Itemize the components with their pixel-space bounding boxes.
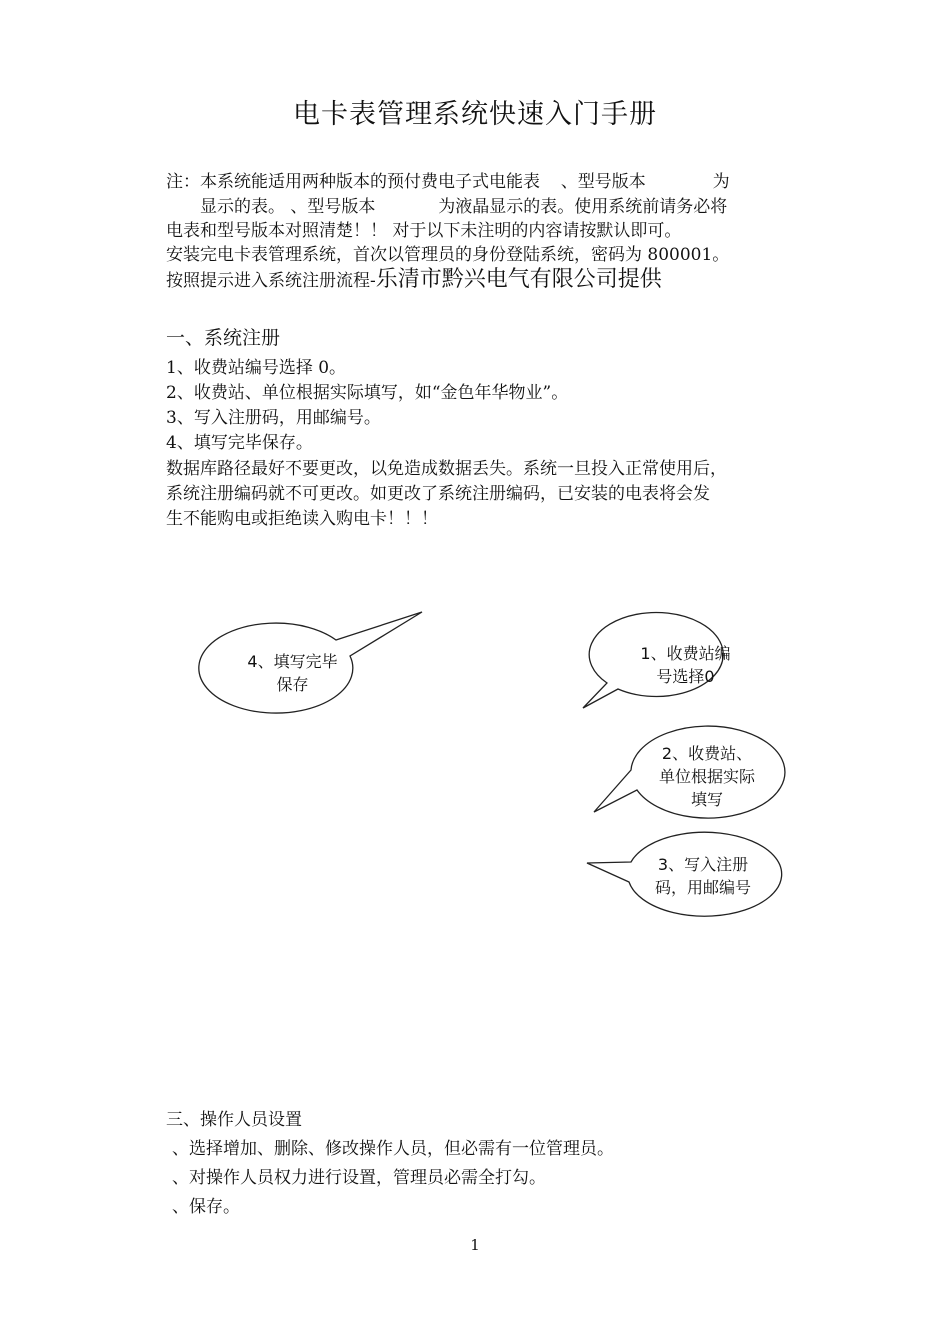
warning-line-2: 系统注册编码就不可更改。如更改了系统注册编码，已安装的电表将会发	[166, 484, 710, 504]
callout-4-line-1: 4、填写完毕	[247, 652, 338, 671]
intro-line-1-a: 注：本系统能适用两种版本的预付费电子式电能表	[166, 172, 540, 192]
callout-1-text	[633, 642, 738, 688]
operator-item-2: 、对操作人员权力进行设置，管理员必需全打勾。	[172, 1168, 546, 1188]
callout-1-line-2: 号选择0	[656, 667, 715, 686]
callout-3-text	[648, 853, 758, 899]
callout-1-line-1: 1、收费站编	[640, 644, 731, 663]
step-4: 4、填写完毕保存。	[166, 433, 313, 453]
step-2: 2、收费站、单位根据实际填写，如“金色年华物业”。	[166, 383, 569, 403]
intro-line-1-c: 为	[712, 172, 730, 192]
section-1-heading: 一、系统注册	[166, 327, 281, 349]
step-1: 1、收费站编号选择 0。	[166, 358, 347, 378]
callout-2-line-2: 单位根据实际	[658, 767, 755, 786]
section-3-heading: 三、操作人员设置	[166, 1110, 302, 1130]
callout-4-line-2: 保存	[276, 675, 309, 694]
warning-line-1: 数据库路径最好不要更改，以免造成数据丢失。系统一旦投入正常使用后，	[166, 459, 727, 479]
intro-line-4: 安装完电卡表管理系统，首次以管理员的身份登陆系统，密码为 800001。	[166, 245, 730, 265]
intro-line-2-a: 显示的表。	[200, 197, 285, 217]
callout-3-line-1: 3、写入注册	[657, 855, 749, 874]
operator-item-1: 、选择增加、删除、修改操作人员，但必需有一位管理员。	[172, 1139, 614, 1159]
callout-2-text	[652, 742, 762, 811]
page-number: 1	[470, 1236, 480, 1254]
callout-2-line-3: 填写	[690, 790, 723, 809]
document-title: 电卡表管理系统快速入门手册	[293, 99, 657, 130]
callout-3-line-2: 码，用邮编号	[654, 878, 751, 897]
warning-line-3: 生不能购电或拒绝读入购电卡！！！	[166, 509, 438, 529]
intro-line-5-a: 按照提示进入系统注册流程-	[166, 271, 376, 291]
callout-2-line-1: 2、收费站、	[661, 744, 753, 763]
step-3: 3、写入注册码，用邮编号。	[166, 408, 381, 428]
operator-item-3: 、保存。	[172, 1197, 240, 1217]
callout-4-text	[240, 650, 345, 696]
intro-line-1-b: 、型号版本	[560, 172, 646, 192]
company-credit: 乐清市黔兴电气有限公司提供	[375, 267, 662, 292]
intro-line-3: 电表和型号版本对照清楚！！ 对于以下未注明的内容请按默认即可。	[166, 221, 682, 241]
intro-line-2-c: 为液晶显示的表。使用系统前请务必将	[438, 197, 728, 217]
intro-line-2-b: 、型号版本	[290, 197, 376, 217]
